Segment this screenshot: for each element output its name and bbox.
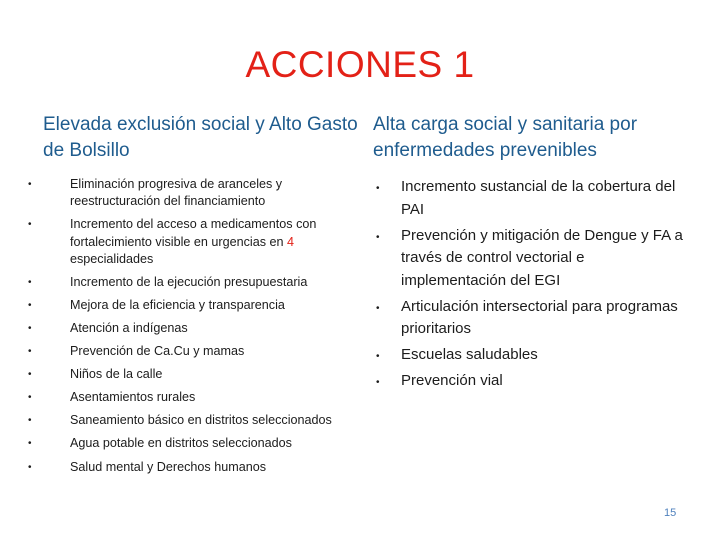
bullet-icon: •: [376, 302, 380, 314]
list-item: • Incremento del acceso a medicamentos con fortalecimiento visible en urgencias en 4 especialidades: [28, 217, 317, 266]
right-heading: Alta carga social y sanitaria por enfermedades prevenibles: [373, 114, 638, 161]
bullet-icon: •: [28, 438, 32, 450]
bullet-icon: •: [376, 377, 380, 388]
bullet-icon: •: [376, 183, 380, 194]
left-heading: Elevada exclusión social y Alto Gasto de Bolsillo: [43, 114, 358, 161]
list-item: • Incremento sustancial de la cobertura del PAI: [376, 178, 676, 218]
bullet-icon: •: [28, 322, 32, 334]
list-item: • Incremento de la ejecución presupuestaria: [43, 274, 363, 291]
bullet-icon: •: [28, 392, 32, 404]
page-number: 15: [664, 507, 677, 519]
bullet-icon: •: [28, 415, 32, 427]
left-column: [28, 112, 363, 482]
bullet-icon: •: [28, 179, 32, 190]
list-item: • Eliminación progresiva de aranceles y reestructuración del financiamiento: [28, 177, 283, 209]
bullet-icon: •: [376, 351, 380, 362]
highlight-number: 4: [287, 234, 295, 249]
list-item: • Saneamiento básico en distritos seleccionados: [43, 412, 363, 429]
list-item: • Prevención de Ca.Cu y mamas: [43, 343, 363, 360]
bullet-icon: •: [28, 299, 32, 311]
list-item: • Asentamientos rurales: [43, 389, 363, 406]
slide-title: ACCIONES 1: [245, 44, 475, 85]
right-column: [373, 112, 693, 396]
left-bullet-list: [28, 176, 363, 476]
list-item: • Salud mental y Derechos humanos: [43, 459, 363, 476]
list-item: • Agua potable en distritos seleccionados: [43, 435, 363, 452]
list-item: • Atención a indígenas: [43, 320, 363, 337]
bullet-icon: •: [28, 346, 32, 358]
list-item: • Mejora de la eficiencia y transparencia: [43, 297, 363, 314]
list-item: • Articulación intersectorial para programas prioritarios: [376, 297, 678, 337]
bullet-icon: •: [28, 276, 32, 288]
right-bullet-list: [373, 176, 693, 393]
list-item: • Escuelas saludables: [373, 344, 693, 367]
bullet-icon: •: [28, 461, 32, 473]
list-item: • Prevención y mitigación de Dengue y FA a través de control vectorial e implementación del EGI: [376, 226, 683, 289]
bullet-icon: •: [28, 219, 32, 231]
list-item: • Prevención vial: [373, 370, 693, 393]
bullet-icon: •: [28, 369, 32, 381]
list-item: • Niños de la calle: [43, 366, 363, 383]
bullet-icon: •: [376, 231, 380, 243]
